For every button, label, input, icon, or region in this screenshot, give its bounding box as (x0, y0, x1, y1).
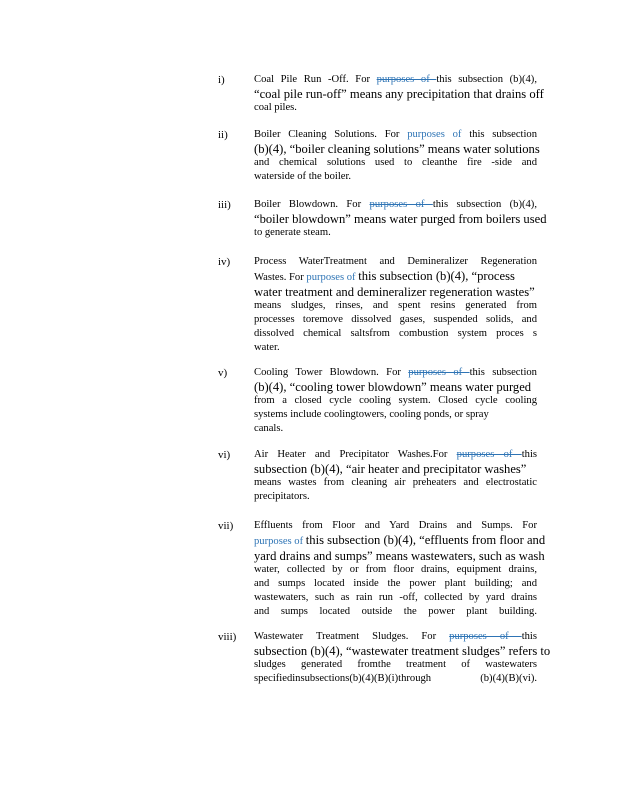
text-run: this subsection (b)(4), (432, 199, 537, 210)
text-line (254, 394, 537, 408)
text-line (254, 170, 537, 184)
text-line (254, 658, 537, 672)
text-run: systems include coolingtowers, cooling ponds, or spray (254, 409, 489, 420)
deleted-text: purposes of (376, 74, 437, 85)
text-line (254, 341, 537, 355)
deleted-text: purposes of (408, 367, 470, 378)
inserted-text: purposes of (306, 272, 359, 283)
item-paragraph (254, 448, 537, 504)
text-run: Cooling Tower Blowdown. For (254, 367, 409, 378)
text-run: and sumps located inside the power plant building; and (254, 578, 537, 589)
text-line (254, 212, 547, 226)
text-line (254, 198, 537, 212)
text-line (254, 299, 537, 313)
text-run: this (521, 631, 537, 642)
text-run: “coal pile run-off” means any precipitation that drains off (254, 87, 544, 101)
text-run: waterside of the boiler. (254, 171, 352, 182)
item-paragraph (254, 255, 537, 355)
text-run: this subsection (b)(4), “effluents from floor and (305, 533, 546, 547)
text-line (254, 476, 537, 490)
text-line (254, 255, 537, 269)
text-run: yard drains and sumps” means wastewaters, such as wash (254, 549, 545, 563)
text-run: wastewaters, such as rain run -off, collected by yard drains (254, 592, 537, 603)
text-line (254, 313, 537, 327)
text-run: this subsection (b)(4), (436, 74, 537, 85)
text-run: means wastes from cleaning air preheaters and electrostatic (254, 477, 537, 488)
text-run: (b)(4), “boiler cleaning solutions” means water solutions (254, 142, 540, 156)
text-line (254, 408, 537, 422)
item-number: viii) (218, 631, 237, 643)
item-number: iv) (218, 256, 231, 268)
item-paragraph (254, 128, 540, 184)
text-line (254, 269, 537, 285)
text-line (254, 87, 544, 101)
text-line (254, 462, 537, 476)
text-line (254, 101, 537, 115)
text-run: Coal Pile Run -Off. For (254, 74, 377, 85)
item-number: iii) (218, 199, 231, 211)
text-run: precipitators. (254, 491, 310, 502)
text-line (254, 156, 537, 170)
text-run: Wastes. For (254, 272, 307, 283)
text-line (254, 73, 537, 87)
text-run: water treatment and demineralizer regeneration wastes” (254, 285, 535, 299)
item-number: vii) (218, 520, 234, 532)
item-number: v) (218, 367, 228, 379)
text-line (254, 380, 537, 394)
item-paragraph (254, 519, 546, 619)
text-run: (b)(4), “cooling tower blowdown” means water purged (254, 380, 532, 394)
text-run: and sumps located outside the power plant building. (254, 606, 537, 617)
text-line (254, 605, 537, 619)
text-line (254, 591, 537, 605)
text-line (254, 577, 537, 591)
inserted-text: purposes of (407, 129, 470, 140)
deleted-text: purposes of (456, 449, 522, 460)
deleted-text: purposes of (449, 631, 522, 642)
text-line (254, 366, 537, 380)
item-paragraph (254, 366, 537, 436)
item-number: vi) (218, 449, 231, 461)
text-run: “boiler blowdown” means water purged from boilers used (254, 212, 547, 226)
text-line (254, 142, 540, 156)
text-line (254, 549, 545, 563)
text-run: Boiler Cleaning Solutions. For (254, 129, 408, 140)
text-run: this subsection (469, 367, 537, 378)
text-run: Boiler Blowdown. For (254, 199, 370, 210)
deleted-text: purposes of (369, 199, 433, 210)
text-line (254, 563, 537, 577)
text-run: this subsection (b)(4), “process (358, 269, 515, 283)
text-line (254, 226, 537, 240)
item-paragraph (254, 73, 544, 115)
text-run: this subsection (469, 129, 537, 140)
item-paragraph (254, 198, 547, 240)
text-line (254, 519, 537, 533)
text-line (254, 533, 546, 549)
text-run: to generate steam. (254, 227, 331, 238)
text-run: this (521, 449, 538, 460)
text-run: sludges generated fromthe treatment of wastewaters (254, 659, 537, 670)
text-run: canals. (254, 423, 284, 434)
text-line (254, 422, 537, 436)
text-run: subsection (b)(4), “air heater and precipitator washes” (254, 462, 527, 476)
text-line (254, 327, 537, 341)
item-number: i) (218, 74, 225, 86)
item-number: ii) (218, 129, 228, 141)
inserted-text: purposes of (254, 536, 306, 547)
text-run: Effluents from Floor and Yard Drains and Sumps. For (254, 520, 537, 531)
text-run: means sludges, rinses, and spent resins generated from (254, 300, 537, 311)
text-run: subsection (b)(4), “wastewater treatment sludges” refers to (254, 644, 551, 658)
text-run: Wastewater Treatment Sludges. For (254, 631, 450, 642)
text-run: water. (254, 342, 280, 353)
text-line (254, 285, 537, 299)
text-run: coal piles. (254, 102, 297, 113)
text-line (254, 644, 551, 658)
text-run: Process WaterTreatment and Demineralizer Regeneration (254, 256, 537, 267)
text-run: dissolved chemical saltsfrom combustion system proces s (254, 328, 537, 339)
text-run: processes toremove dissolved gases, suspended solids, and (254, 314, 537, 325)
text-line (254, 490, 537, 504)
text-line (254, 630, 537, 644)
text-run: and chemical solutions used to cleanthe fire -side and (254, 157, 537, 168)
text-run: specifiedinsubsections(b)(4)(B)(i)through (b)(4)(B)(vi). (254, 673, 537, 684)
text-line (254, 128, 537, 142)
text-run: water, collected by or from floor drains, equipment drains, (254, 564, 537, 575)
text-run: from a closed cycle cooling system. Closed cycle cooling (254, 395, 537, 406)
item-paragraph (254, 630, 551, 686)
text-line (254, 672, 537, 686)
text-run: Air Heater and Precipitator Washes.For (254, 449, 457, 460)
text-line (254, 448, 537, 462)
